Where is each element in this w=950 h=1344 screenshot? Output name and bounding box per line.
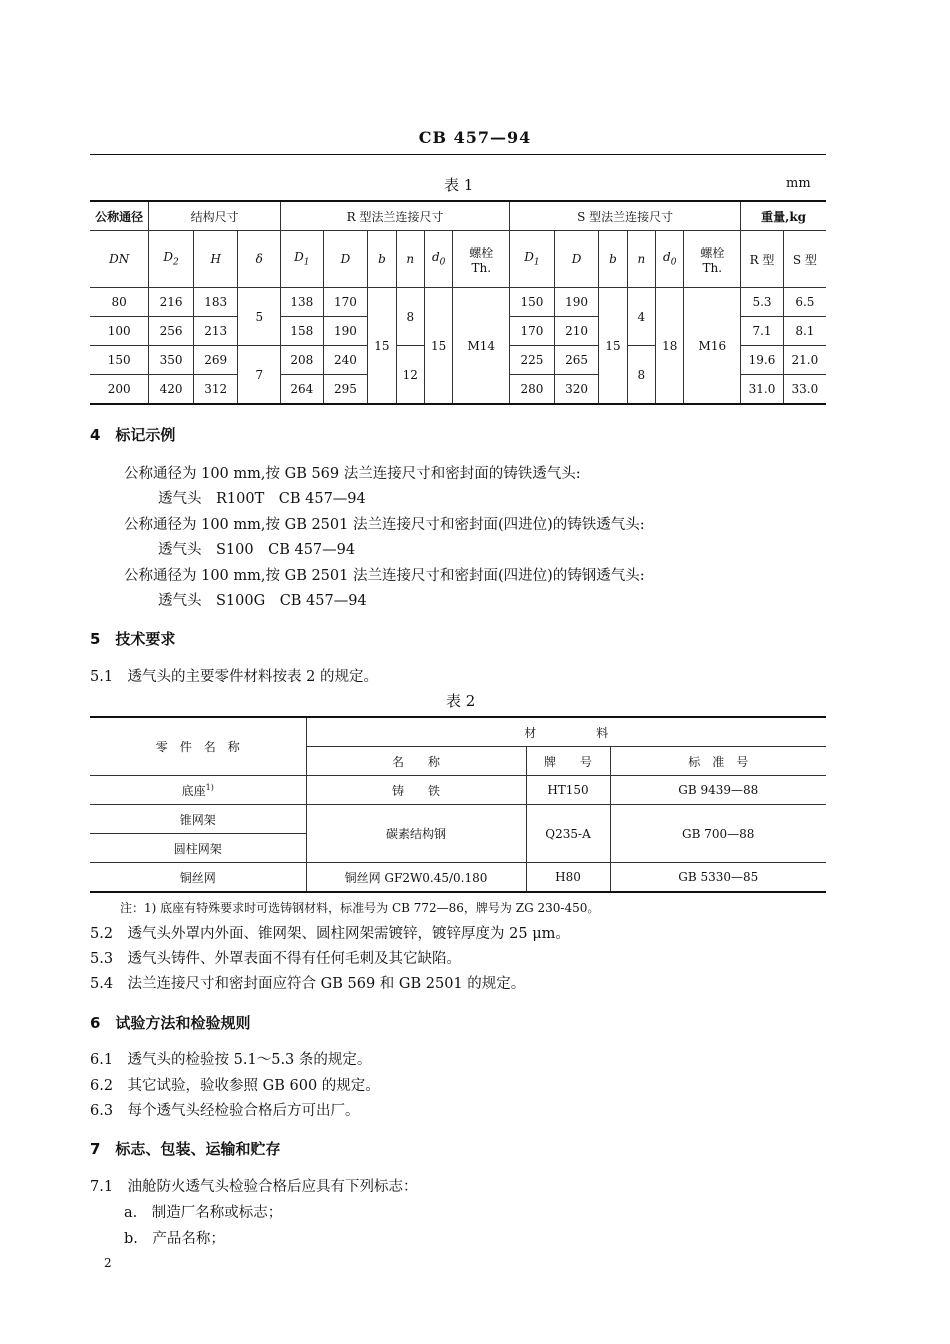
para-5-3: 5.3 透气头铸件、外罩表面不得有任何毛刺及其它缺陷。 bbox=[90, 951, 462, 967]
table-row: 铜丝网 铜丝网 GF2W0.45/0.180 H80 GB 5330—85 bbox=[90, 863, 826, 893]
table-row: 150 350 269 7 208 240 12 225 265 8 19.6 21.0 bbox=[90, 346, 826, 375]
header-rule bbox=[90, 154, 826, 155]
section4-line4: 透气头 S100 CB 457—94 bbox=[158, 542, 356, 558]
table2-note: 注：1) 底座有特殊要求时可选铸钢材料，标准号为 CB 772—86，牌号为 ZG 230-450。 bbox=[120, 901, 600, 915]
hdr-r-type: R 型 bbox=[741, 231, 784, 288]
hdr-s-b: b bbox=[599, 231, 627, 288]
hdr-s-d0: $d_0$ bbox=[656, 231, 684, 288]
hdr-s-n: n bbox=[627, 231, 655, 288]
hdr-part-name: 零 件 名 称 bbox=[90, 717, 306, 776]
hdr-material: 材 料 bbox=[306, 717, 826, 747]
table-row: 底座$^{1)}$ 铸 铁 HT150 GB 9439—88 bbox=[90, 776, 826, 805]
hdr-nominal: 公称通径 bbox=[90, 201, 149, 231]
hdr-struct: 结构尺寸 bbox=[149, 201, 281, 231]
hdr-s-d: D bbox=[554, 231, 599, 288]
section5-title: 5 技术要求 bbox=[90, 630, 176, 648]
section4-line3: 公称通径为 100 mm,按 GB 2501 法兰连接尺寸和密封面(四进位)的铸铁透气头: bbox=[124, 517, 645, 533]
section6-title: 6 试验方法和检验规则 bbox=[90, 1014, 251, 1032]
table-row: 80 216 183 5 138 170 15 8 15 M14 150 190 15 4 18 M16 5.3 6.5 bbox=[90, 288, 826, 317]
table-row: 100 256 213 158 190 170 210 7.1 8.1 bbox=[90, 317, 826, 346]
hdr-r-b: b bbox=[368, 231, 396, 288]
list-item-a: a. 制造厂名称或标志； bbox=[124, 1205, 283, 1221]
hdr-r-d0: $d_0$ bbox=[424, 231, 452, 288]
page-number: 2 bbox=[104, 1256, 112, 1270]
hdr-s-d1: $D_1$ bbox=[510, 231, 555, 288]
table1-unit: mm bbox=[786, 176, 811, 191]
para-6-3: 6.3 每个透气头经检验合格后方可出厂。 bbox=[90, 1103, 360, 1119]
table-row: 圆柱网架 bbox=[90, 834, 826, 863]
hdr-h: H bbox=[193, 231, 238, 288]
document-header-code: CB 457—94 bbox=[418, 128, 532, 147]
hdr-r-d: D bbox=[323, 231, 368, 288]
hdr-name: 名 称 bbox=[306, 747, 526, 776]
hdr-weight: 重量,kg bbox=[741, 201, 826, 231]
hdr-dn: DN bbox=[90, 231, 149, 288]
hdr-d2: $D_2$ bbox=[149, 231, 194, 288]
table-row: 锥网架 碳素结构钢 Q235-A GB 700—88 bbox=[90, 805, 826, 834]
table-row: 200 420 312 264 295 280 320 31.0 33.0 bbox=[90, 375, 826, 405]
para-7-1: 7.1 油舱防火透气头检验合格后应具有下列标志： bbox=[90, 1179, 418, 1195]
para-6-2: 6.2 其它试验，验收参照 GB 600 的规定。 bbox=[90, 1078, 380, 1094]
hdr-grade: 牌 号 bbox=[526, 747, 610, 776]
section7-title: 7 标志、包装、运输和贮存 bbox=[90, 1140, 281, 1158]
hdr-r-n: n bbox=[396, 231, 424, 288]
para-5-4: 5.4 法兰连接尺寸和密封面应符合 GB 569 和 GB 2501 的规定。 bbox=[90, 976, 526, 992]
hdr-s-type: S 型 bbox=[783, 231, 826, 288]
para-6-1: 6.1 透气头的检验按 5.1～5.3 条的规定。 bbox=[90, 1052, 372, 1068]
hdr-r-bolt: 螺栓 Th. bbox=[453, 231, 510, 288]
section4-line6: 透气头 S100G CB 457—94 bbox=[158, 593, 367, 609]
para-5-2: 5.2 透气头外罩内外面、锥网架、圆柱网架需镀锌，镀锌厚度为 25 μm。 bbox=[90, 926, 570, 942]
table2-caption: 表 2 bbox=[446, 692, 476, 710]
dimension-table bbox=[90, 200, 826, 405]
table1-caption: 表 1 bbox=[444, 176, 474, 194]
hdr-standard: 标 准 号 bbox=[610, 747, 826, 776]
hdr-s-bolt: 螺栓 Th. bbox=[684, 231, 741, 288]
list-item-b: b. 产品名称； bbox=[124, 1231, 225, 1247]
para-5-1: 5.1 透气头的主要零件材料按表 2 的规定。 bbox=[90, 669, 379, 685]
hdr-delta: δ bbox=[238, 231, 281, 288]
materials-table bbox=[90, 716, 826, 893]
section4-line1: 公称通径为 100 mm,按 GB 569 法兰连接尺寸和密封面的铸铁透气头: bbox=[124, 466, 581, 482]
hdr-r-flange: R 型法兰连接尺寸 bbox=[281, 201, 510, 231]
hdr-r-d1: $D_1$ bbox=[281, 231, 324, 288]
section4-line5: 公称通径为 100 mm,按 GB 2501 法兰连接尺寸和密封面(四进位)的铸钢透气头: bbox=[124, 568, 645, 584]
section4-title: 4 标记示例 bbox=[90, 426, 176, 444]
hdr-s-flange: S 型法兰连接尺寸 bbox=[510, 201, 741, 231]
section4-line2: 透气头 R100T CB 457—94 bbox=[158, 491, 366, 507]
